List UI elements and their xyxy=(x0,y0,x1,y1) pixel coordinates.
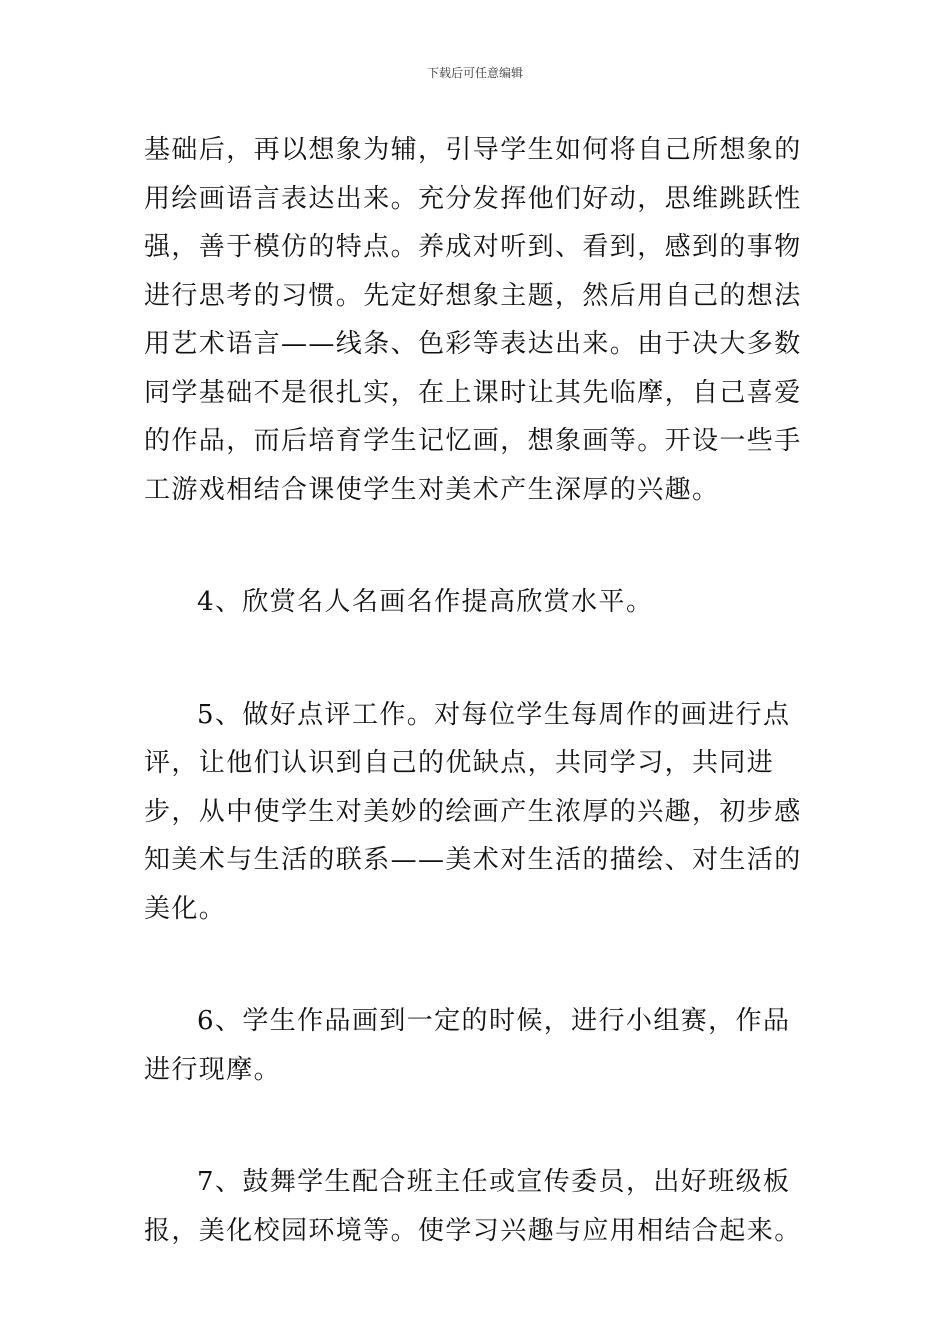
paragraph-spacer xyxy=(144,933,812,997)
paragraph-item-4: 4、欣赏名人名画名作提高欣赏水平。 xyxy=(197,587,654,617)
paragraph-spacer xyxy=(144,514,812,578)
document-body xyxy=(144,126,812,1255)
paragraph-item-7: 7、鼓舞学生配合班主任或宣传委员，出好班级板报，美化校园环境等。使学习兴趣与应用相结合起来。 xyxy=(144,1167,802,1246)
paragraph-spacer xyxy=(144,627,812,691)
paragraph-continuation: 基础后，再以想象为辅，引导学生如何将自己所想象的用绘画语言表达出来。充分发挥他们好动，思维跳跃性强，善于模仿的特点。养成对听到、看到，感到的事物进行思考的习惯。先定好想象主题，然后用自己的想法用艺术语言——线条、色彩等表达出来。由于决大多数同学基础不是很扎实，在上课时让其先临摩，自己喜爱的作品，而后培育学生记忆画，想象画等。开设一些手工游戏相结合课使学生对美术产生深厚的兴趣。 xyxy=(144,135,802,505)
paragraph-spacer xyxy=(144,1094,812,1158)
paragraph-item-5: 5、做好点评工作。对每位学生每周作的画进行点评，让他们认识到自己的优缺点，共同学习，共同进步，从中使学生对美妙的绘画产生浓厚的兴趣，初步感知美术与生活的联系——美术对生活的描绘、对生活的美化。 xyxy=(144,699,802,924)
page-header: 下载后可任意编辑 xyxy=(426,66,523,80)
paragraph-item-6: 6、学生作品画到一定的时候，进行小组赛，作品进行现摩。 xyxy=(144,1006,791,1085)
